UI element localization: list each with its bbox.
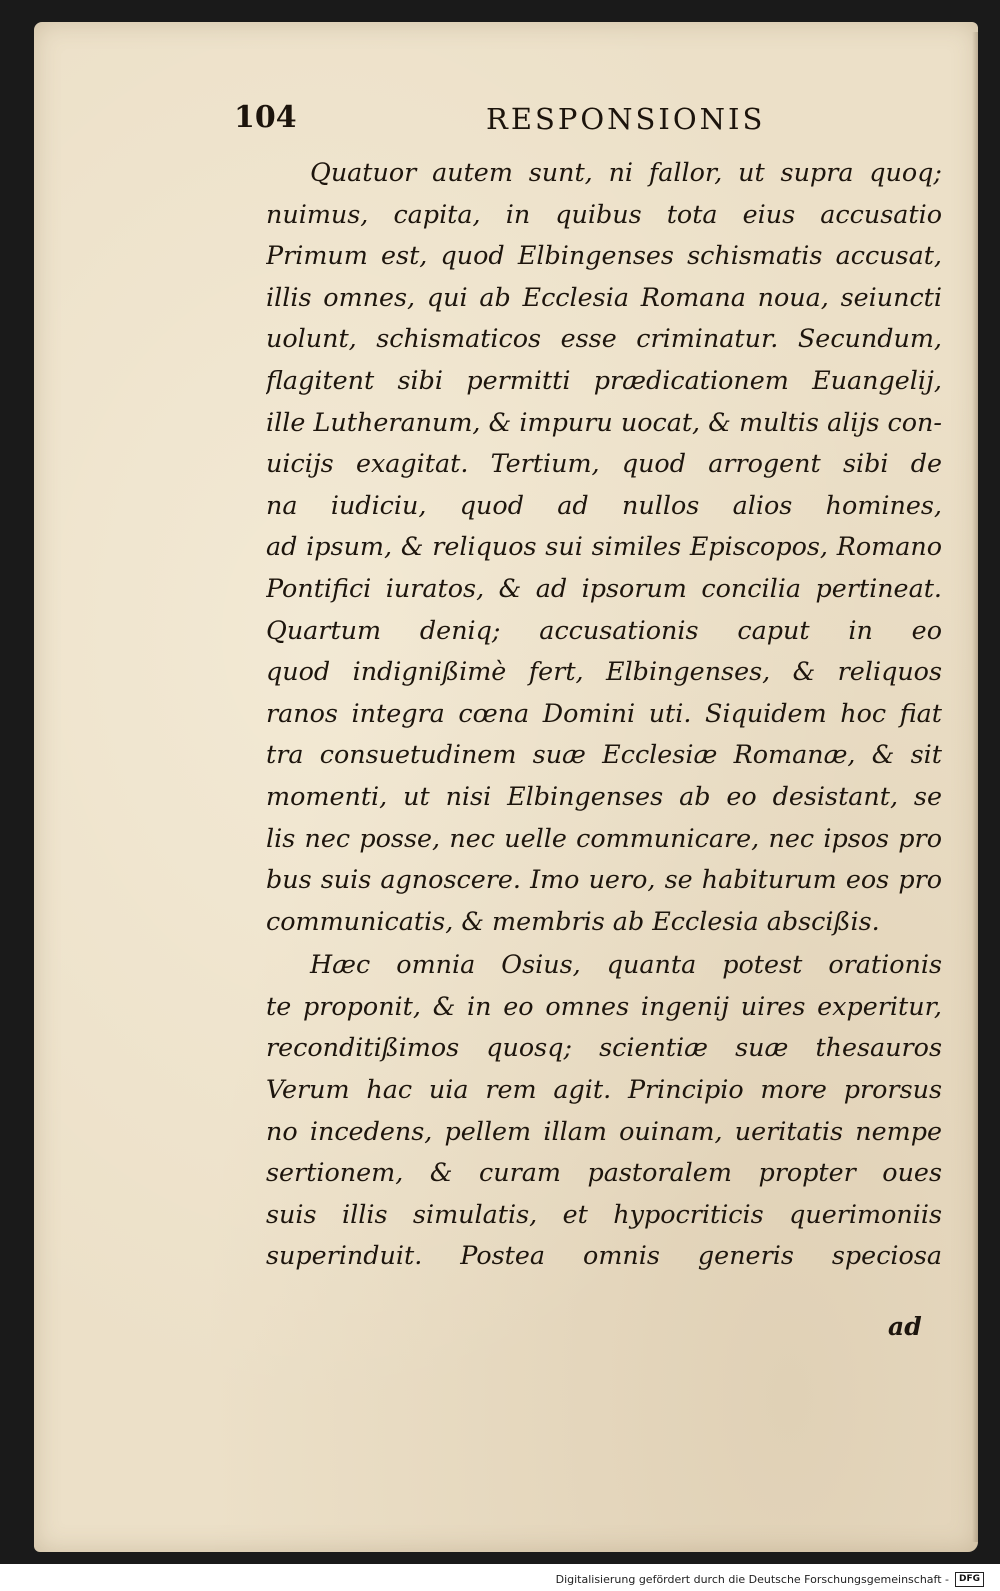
text-line: bus suis agnoscere. Imo uero, se habiturum eos pro (266, 864, 942, 895)
text-line: superinduit. Postea omnis generis speciosa (266, 1240, 942, 1271)
page-header (234, 94, 774, 144)
text-line: uolunt, schismaticos esse criminatur. Secundum, (266, 323, 942, 354)
text-line: communicatis, & membris ab Ecclesia abscißis. (266, 905, 880, 936)
text-line: tra consuetudinem suæ Ecclesiæ Romanæ, & sit (266, 739, 942, 770)
text-line: suis illis simulatis, et hypocriticis querimoniis (266, 1198, 942, 1229)
text-line: nuimus, capita, in quibus tota eius accusatio (266, 198, 942, 229)
text-line: Quatuor autem sunt, ni fallor, ut supra quoq; (310, 157, 942, 187)
text-line: momenti, ut nisi Elbingenses ab eo desistant, se (266, 780, 942, 811)
text-line: ad ipsum, & reliquos sui similes Episcopos, Romano (266, 531, 942, 562)
text-line: ranos integra cœna Domini uti. Siquidem hoc fiat (266, 697, 942, 728)
text-line: Verum hac uia rem agit. Principio more prorsus (266, 1074, 942, 1105)
text-line: lis nec posse, nec uelle communicare, nec ipsos pro (266, 822, 942, 853)
text-line: sertionem, & curam pastoralem propter oues (266, 1157, 942, 1188)
text-line: uicijs exagitat. Tertium, quod arrogent sibi de (266, 448, 942, 479)
running-head: RESPONSIONIS (486, 102, 766, 136)
text-line: na iudiciu, quod ad nullos alios homines, (266, 489, 942, 520)
body-text (266, 152, 942, 1277)
text-line: flagitent sibi permitti prædicationem Euangelij, (266, 364, 942, 395)
funding-credit: Digitalisierung gefördert durch die Deutsche Forschungsgemeinschaft - (555, 1572, 949, 1586)
page-edge-shadow (972, 32, 978, 1542)
text-line: Hæc omnia Osius, quanta potest orationis (310, 949, 942, 980)
footer-credit (556, 1570, 984, 1588)
text-line: Pontifici iuratos, & ad ipsorum concilia pertineat. (266, 572, 942, 603)
text-line: ille Lutheranum, & impuru uocat, & multis alijs con- (266, 406, 942, 437)
text-line: te proponit, & in eo omnes ingenij uires experitur, (266, 990, 942, 1021)
catchword: ad (888, 1312, 922, 1341)
dfg-logo: DFG (955, 1572, 984, 1587)
text-line: Quartum deniq; accusationis caput in eo (266, 614, 942, 645)
text-line: reconditißimos quosq; scientiæ suæ thesauros (266, 1032, 942, 1063)
text-line: Primum est, quod Elbingenses schismatis accusat, (266, 240, 942, 271)
text-line: no incedens, pellem illam ouinam, ueritatis nempe (266, 1115, 942, 1146)
text-line: illis omnes, qui ab Ecclesia Romana noua, seiuncti (266, 281, 942, 312)
page-number: 104 (234, 100, 297, 135)
text-line: quod indignißimè fert, Elbingenses, & reliquos (266, 656, 942, 687)
